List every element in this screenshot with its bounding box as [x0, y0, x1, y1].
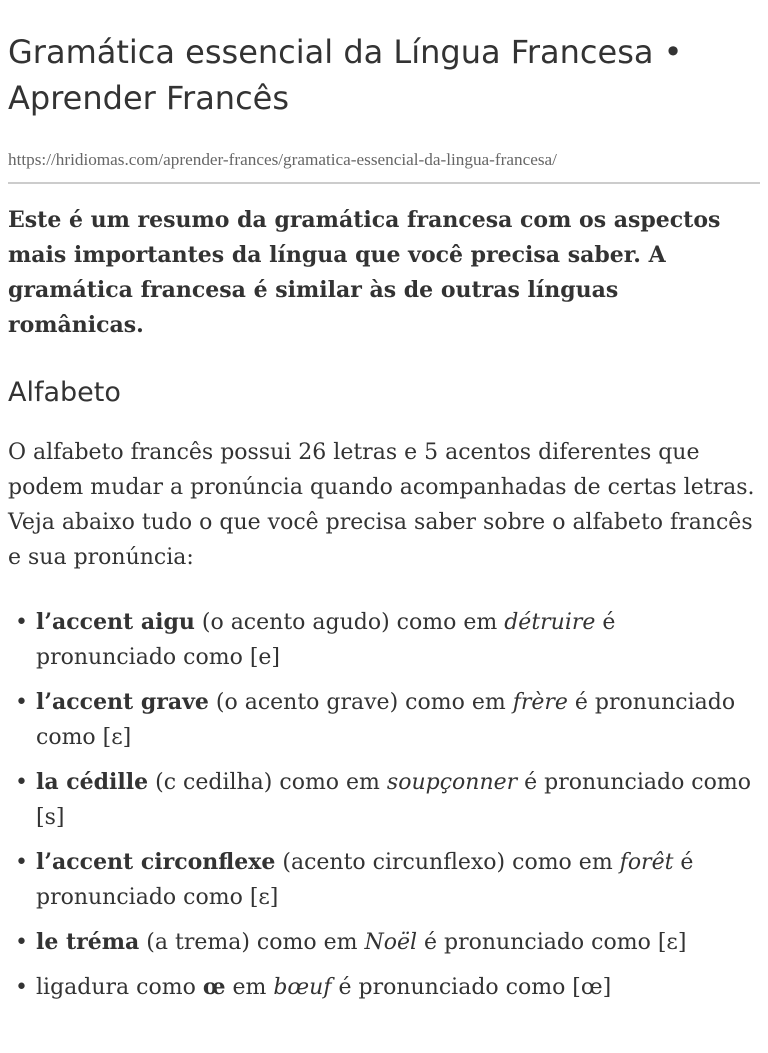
accent-example: soupçonner — [386, 770, 518, 795]
accent-term: l’accent grave — [36, 689, 209, 715]
bullet-icon: • — [15, 975, 28, 1000]
accent-pronunciation: é pronunciado como [s] — [36, 770, 751, 830]
accent-pronunciation: é pronunciado como [œ] — [331, 975, 612, 1000]
list-item — [15, 685, 760, 755]
accent-term: l’accent aigu — [36, 609, 195, 635]
list-item — [15, 765, 760, 835]
accent-list — [8, 605, 760, 1005]
accent-description: (o acento grave) como em — [208, 690, 513, 715]
accent-pronunciation: é pronunciado como [ɛ] — [36, 690, 736, 750]
section-heading: Alfabeto — [8, 377, 121, 408]
accent-description: (o acento agudo) como em — [194, 610, 505, 635]
page-title: Gramática essencial da Língua Francesa • Aprender Francês — [8, 33, 683, 117]
list-item — [15, 845, 760, 915]
intro-paragraph: Este é um resumo da gramática francesa com os aspectos mais importantes da língua que você precisa saber. A gramática francesa é similar às de outras línguas românicas. — [8, 207, 721, 338]
bullet-icon: • — [15, 770, 28, 795]
source-url: https://hridiomas.com/aprender-frances/gramatica-essencial-da-lingua-francesa/ — [8, 150, 557, 169]
bullet-icon: • — [15, 610, 28, 635]
accent-term: l’accent circonflexe — [36, 849, 276, 875]
list-item — [15, 970, 760, 1005]
accent-description: (acento circunflexo) como em — [275, 850, 620, 875]
accent-pronunciation: é pronunciado como [ɛ] — [36, 850, 694, 910]
bullet-icon: • — [15, 850, 28, 875]
accent-description: em — [225, 975, 274, 1000]
divider — [8, 182, 760, 184]
accent-example: forêt — [619, 850, 674, 875]
accent-description: (a trema) como em — [139, 930, 365, 955]
accent-lead: ligadura como — [36, 975, 203, 1000]
accent-term: œ — [202, 974, 226, 1000]
accent-term: le tréma — [36, 929, 140, 955]
bullet-icon: • — [15, 690, 28, 715]
accent-term: la cédille — [36, 769, 149, 795]
article-page — [0, 29, 768, 1005]
list-item — [15, 605, 760, 675]
accent-pronunciation: é pronunciado como [ɛ] — [417, 930, 687, 955]
accent-description: (c cedilha) como em — [148, 770, 387, 795]
bullet-icon: • — [15, 930, 28, 955]
accent-example: bœuf — [273, 975, 332, 1000]
accent-example: Noël — [364, 930, 418, 955]
accent-pronunciation: é pronunciado como [e] — [36, 610, 616, 670]
accent-example: frère — [512, 690, 568, 715]
section-paragraph: O alfabeto francês possui 26 letras e 5 acentos diferentes que podem mudar a pronúncia quando acompanhadas de certas letras. Veja abaixo tudo o que você precisa saber sobre o alfabeto francês e sua pronúncia: — [8, 440, 755, 570]
accent-example: détruire — [504, 610, 596, 635]
list-item — [15, 925, 760, 960]
